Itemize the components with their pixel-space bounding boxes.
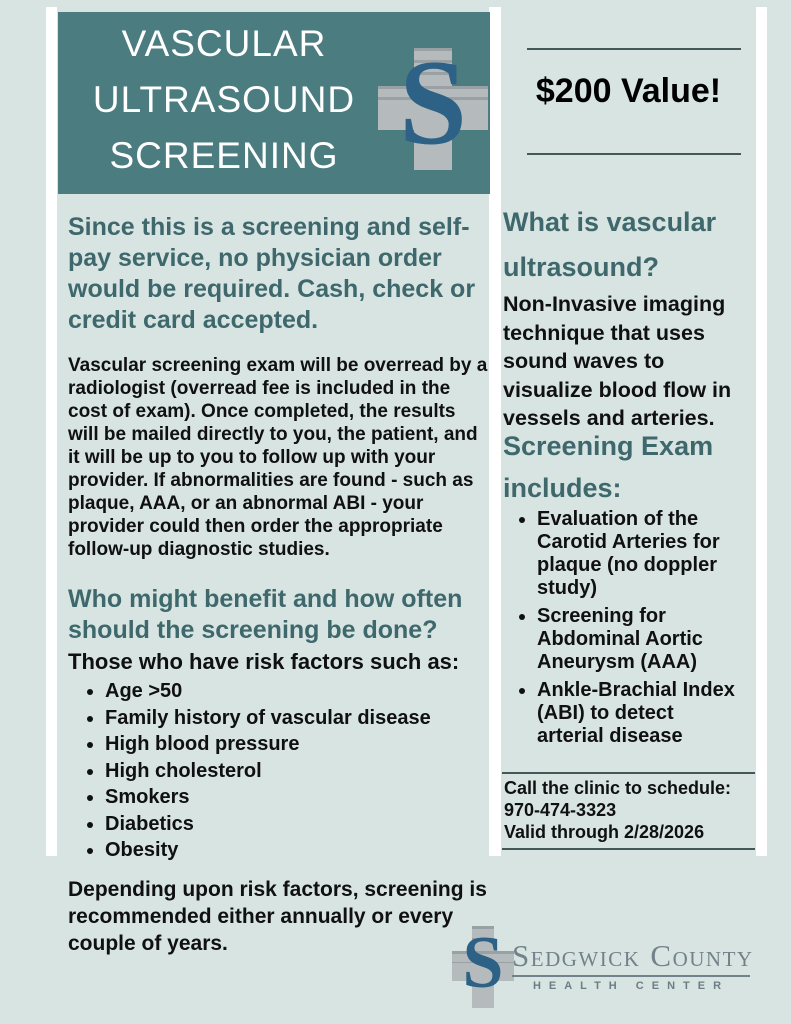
intro-paragraph: Since this is a screening and self-pay service, no physician order would be required. Cash, check or credit card accepted. (68, 213, 476, 334)
organization-logo (450, 924, 765, 1019)
list-item: • Family history of vascular disease (105, 705, 468, 732)
risk-factors-intro: Those who have risk factors such as: (68, 649, 460, 674)
list-item: • High cholesterol (105, 758, 468, 785)
list-item: • Diabetics (105, 811, 468, 838)
page-title (74, 16, 374, 184)
title-line: ULTRASOUND (92, 79, 356, 120)
divider-bar-left (46, 7, 57, 856)
divider-line (527, 153, 741, 155)
risk-factors-list (68, 678, 468, 864)
value-banner: $200 Value! (535, 72, 722, 110)
organization-tagline: HEALTH CENTER (532, 980, 730, 992)
org-name-text: OUNTY (672, 947, 754, 971)
medical-cross-logo-icon (452, 922, 514, 1008)
list-item: • Evaluation of the Carotid Arteries for plaque (no doppler study) (537, 508, 737, 600)
list-item: • Ankle-Brachial Index (ABI) to detect arterial disease (537, 679, 737, 748)
what-is-body: Non-Invasive imaging technique that uses sound waves to visualize blood flow in vessels and arteries. (503, 292, 732, 431)
list-item: • Age >50 (105, 678, 468, 705)
list-item: • Smokers (105, 784, 468, 811)
organization-name (512, 938, 760, 974)
list-item: • Screening for Abdominal Aortic Aneurysm (AAA) (537, 605, 737, 674)
exam-includes-list (503, 508, 737, 753)
organization-wordmark (512, 938, 760, 992)
list-item: • Obesity (105, 837, 468, 864)
divider-bar-right (756, 7, 767, 856)
schedule-valid-through: Valid through 2/28/2026 (504, 822, 705, 842)
schedule-phone: 970-474-3323 (504, 800, 617, 820)
exam-includes-heading: Screening Exam includes: (503, 431, 714, 503)
benefit-heading: Who might benefit and how often should the screening be done? (68, 585, 463, 644)
logo-s-letter: S (399, 35, 467, 171)
schedule-call-line: Call the clinic to schedule: (504, 778, 732, 798)
wordmark-rule (512, 975, 750, 977)
details-paragraph: Vascular screening exam will be overread by a radiologist (overread fee is included in the cost of exam). Once completed, the results will be mailed directly to you, the patient, and it will be up to you to follow up with your provider. If abnormalities are found - such as plaque, AAA, or an abnormal ABI - your provider could then order the appropriate follow-up diagnostic studies. (68, 355, 488, 560)
org-name-initial: C (650, 938, 673, 973)
title-banner (58, 12, 490, 194)
what-is-heading: What is vascular ultrasound? (503, 207, 717, 282)
what-is-section (503, 200, 756, 433)
schedule-box (502, 772, 755, 850)
logo-s-letter: S (462, 922, 504, 1005)
title-line: VASCULAR (121, 23, 327, 64)
title-line: SCREENING (109, 135, 339, 176)
divider-line (527, 48, 741, 50)
list-item: • High blood pressure (105, 731, 468, 758)
org-name-text: EDGWICK (530, 947, 641, 971)
divider-bar-middle (489, 7, 501, 856)
frequency-note: Depending upon risk factors, screening is recommended either annually or every couple of years. (68, 878, 487, 955)
medical-cross-logo-icon (378, 35, 488, 171)
org-name-initial: S (512, 938, 531, 973)
